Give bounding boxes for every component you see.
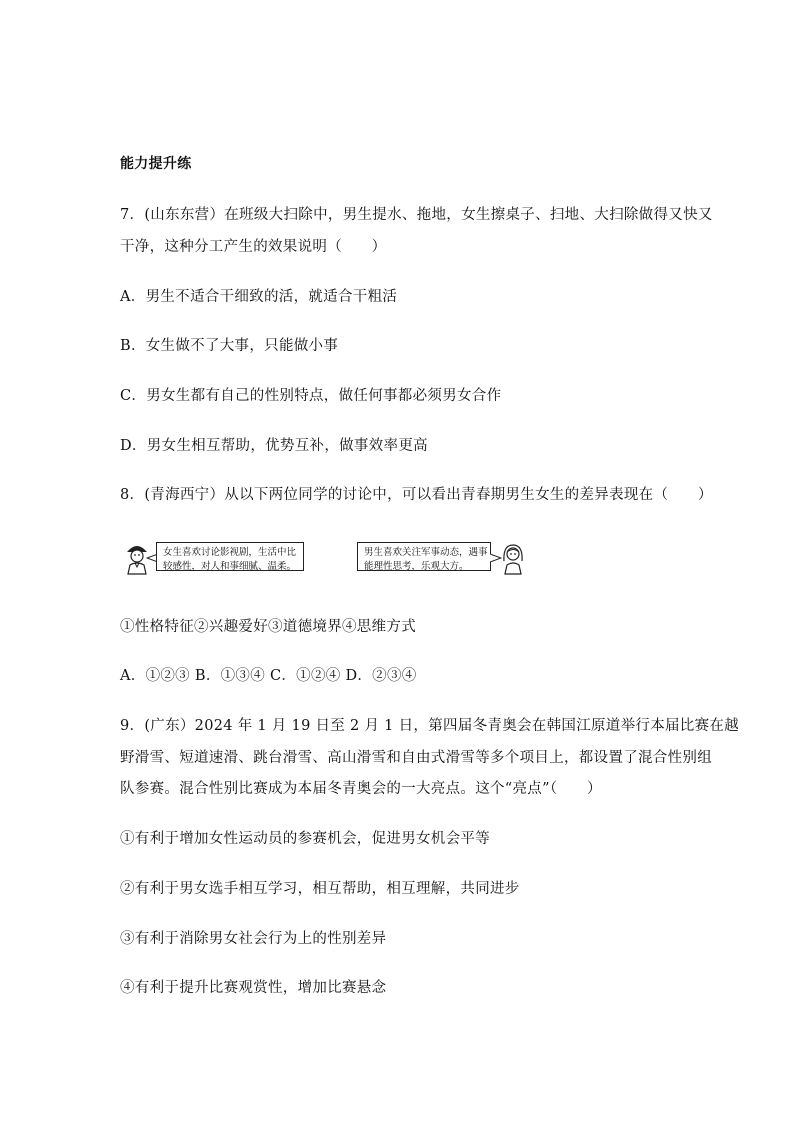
q7-option-c: C．男女生都有自己的性别特点，做任何事都必须男女合作	[120, 388, 502, 404]
q9-stem-line1: 9．(广东）2024 年 1 月 19 日至 2 月 1 日，第四届冬青奥会在韩国江原道举行本届比赛在越	[120, 718, 739, 734]
q9-item-3: ③有利于消除男女社会行为上的性别差异	[120, 931, 387, 947]
q7-option-a: A．男生不适合干细致的活，就适合干粗活	[120, 289, 398, 305]
q8-items: ①性格特征②兴趣爱好③道德境界④思维方式	[120, 619, 416, 635]
q9-stem-line2: 野滑雪、短道速滑、跳台滑雪、高山滑雪和自由式滑雪等多个项目上，都设置了混合性别组	[120, 750, 712, 766]
section-title: 能力提升练	[120, 156, 192, 172]
q8-stem: 8．(青海西宁）从以下两位同学的讨论中，可以看出青春期男生女生的差异表现在（ ）	[120, 487, 713, 503]
q9-item-2: ②有利于男女选手相互学习，相互帮助，相互理解，共同进步	[120, 881, 520, 897]
girl-figure-icon	[501, 541, 525, 575]
speech-bubble-right	[357, 542, 491, 571]
q9-item-1: ①有利于增加女性运动员的参赛机会，促进男女机会平等	[120, 831, 490, 847]
bubble-right-line2: 能理性思考，乐观大方。	[364, 561, 469, 572]
q7-stem-line2: 干净，这种分工产生的效果说明（ ）	[120, 239, 387, 255]
q7-option-d: D．男女生相互帮助，优势互补，做事效率更高	[120, 438, 428, 454]
bubble-right-line1: 男生喜欢关注军事动态，遇事	[364, 547, 488, 558]
speech-bubble-left	[156, 542, 304, 571]
q7-option-b: B．女生做不了大事，只能做小事	[120, 338, 339, 354]
bubble-left-line2: 较感性，对人和事细腻、温柔。	[163, 561, 297, 572]
q9-item-4: ④有利于提升比赛观赏性，增加比赛悬念	[120, 980, 387, 996]
bubble-left-line1: 女生喜欢讨论影视剧，生活中比	[163, 547, 297, 558]
q8-options: A．①②③ B．①③④ C．①②④ D．②③④	[120, 668, 417, 684]
q7-stem-line1: 7．(山东东营）在班级大扫除中，男生提水、拖地，女生擦桌子、扫地、大扫除做得又快又	[120, 207, 713, 223]
q9-stem-line3: 队参赛。混合性别比赛成为本届冬青奥会的一大亮点。这个“亮点”（ ）	[120, 781, 602, 797]
